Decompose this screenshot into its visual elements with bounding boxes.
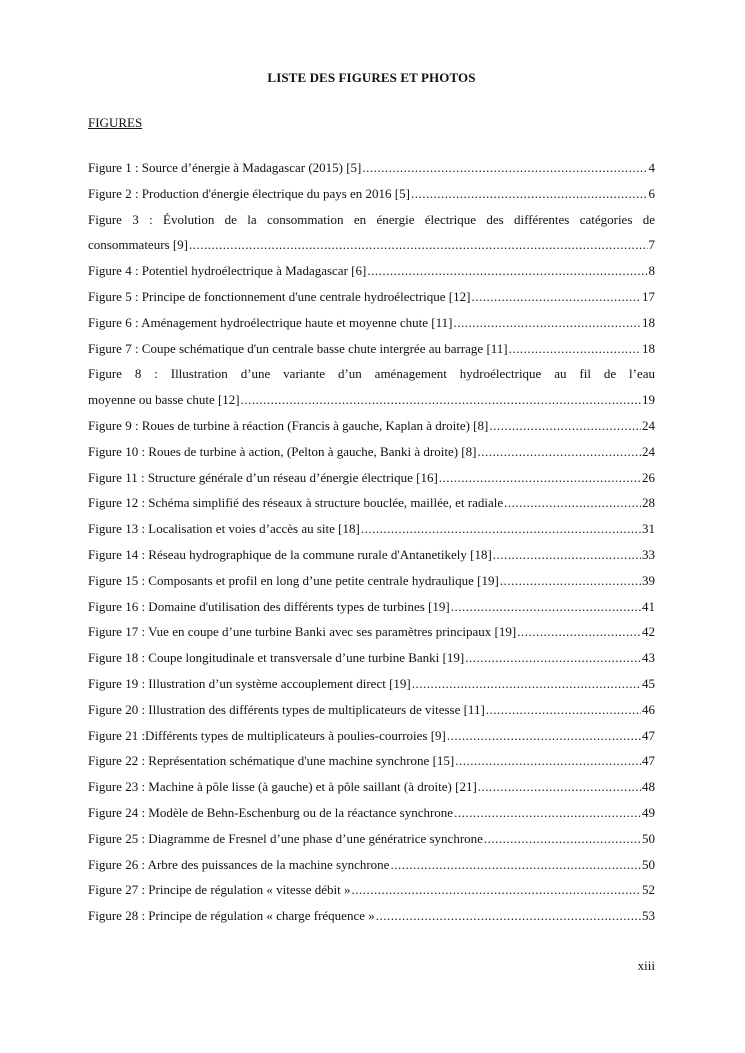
figure-entry-label: Figure 1 : Source d’énergie à Madagascar (2015) [5] [88, 160, 362, 175]
figure-entry-label: Figure 13 : Localisation et voies d’accès au site [18] [88, 521, 360, 537]
figure-entry-label: Figure 5 : Principe de fonctionnement d'une centrale hydroélectrique [12] [88, 288, 471, 304]
dot-leader [390, 852, 641, 878]
figure-entry-page: 46 [642, 701, 655, 717]
figure-entry-label: Figure 18 : Coupe longitudinale et transversale d’une turbine Banki [19] [88, 650, 465, 666]
figure-entry-page: 43 [642, 650, 655, 666]
dot-leader [351, 877, 641, 903]
figure-entry[interactable] [88, 852, 655, 878]
dot-leader [500, 568, 641, 594]
figure-entry-page: 31 [642, 521, 655, 537]
figure-entry-label: Figure 22 : Représentation schématique d'une machine synchrone [15] [88, 753, 455, 769]
figure-entry[interactable] [88, 490, 655, 516]
figure-entry-page: 52 [642, 882, 655, 898]
figure-entry-label: Figure 12 : Schéma simplifié des réseaux à structure bouclée, maillée, et radiale [88, 495, 504, 511]
page-number: xiii [637, 958, 655, 973]
figure-entry-label: Figure 23 : Machine à pôle lisse (à gauche) et à pôle saillant (à droite) [21] [88, 779, 477, 795]
figure-entry-page: 19 [642, 392, 655, 408]
figure-entry[interactable] [88, 723, 655, 749]
figure-entry-page: 24 [642, 417, 655, 433]
figure-entry-label: Figure 19 : Illustration d’un système accouplement direct [19] [88, 675, 411, 691]
page-title: LISTE DES FIGURES ET PHOTOS [267, 70, 476, 85]
figure-entry[interactable] [88, 439, 655, 465]
figure-entry[interactable] [88, 465, 655, 491]
figure-entry-label: Figure 7 : Coupe schématique d'un centrale basse chute intergrée au barrage [11] [88, 340, 508, 356]
figure-entry-page: 47 [642, 753, 655, 769]
figure-entry-page: 28 [642, 495, 655, 511]
figure-entry[interactable] [88, 181, 655, 207]
figure-entry-page: 4 [648, 160, 655, 175]
figure-entry[interactable] [88, 516, 655, 542]
figure-entry[interactable] [88, 826, 655, 852]
figure-entry-label: Figure 27 : Principe de régulation « vitesse débit » [88, 882, 351, 898]
figure-entry-page: 50 [642, 830, 655, 846]
figure-entry-label: Figure 16 : Domaine d'utilisation des différents types de turbines [19] [88, 598, 450, 614]
dot-leader [504, 490, 641, 516]
figure-entry-page: 49 [642, 804, 655, 820]
figure-entry-page: 50 [642, 856, 655, 872]
figure-entry-label: moyenne ou basse chute [12] [88, 392, 240, 408]
dot-leader [376, 903, 641, 929]
figure-entry[interactable] [88, 645, 655, 671]
figure-entry-page: 18 [642, 340, 655, 356]
figure-entry[interactable] [88, 594, 655, 620]
figure-entry-page: 39 [642, 572, 655, 588]
figure-entry-label: Figure 20 : Illustration des différents types de multiplicateurs de vitesse [11] [88, 701, 485, 717]
figure-entry-page: 41 [642, 598, 655, 614]
figure-entry-page: 6 [648, 185, 655, 201]
figure-entry-label: Figure 26 : Arbre des puissances de la machine synchrone [88, 856, 390, 872]
dot-leader [486, 697, 641, 723]
figure-entry-label: Figure 2 : Production d'énergie électrique du pays en 2016 [5] [88, 185, 410, 201]
figure-entry[interactable] [88, 258, 655, 284]
figure-entry[interactable] [88, 542, 655, 568]
dot-leader [477, 439, 641, 465]
figure-entry-label: Figure 21 :Différents types de multiplicateurs à poulies-courroies [9] [88, 727, 446, 743]
dot-leader [489, 413, 641, 439]
figure-entry[interactable] [88, 284, 655, 310]
figure-entry[interactable] [88, 619, 655, 645]
dot-leader [453, 310, 641, 336]
figure-entry-line: Figure 3 : Évolution de la consommation en énergie électrique des différentes catégories de [88, 211, 655, 227]
figure-entry-page: 18 [642, 314, 655, 330]
dot-leader [509, 336, 641, 362]
figure-entry-label: Figure 14 : Réseau hydrographique de la commune rurale d'Antanetikely [18] [88, 546, 492, 562]
figure-entry-page: 42 [642, 624, 655, 640]
figure-entry[interactable] [88, 232, 655, 258]
figure-entry-label: Figure 28 : Principe de régulation « charge fréquence » [88, 908, 375, 924]
figure-entry-page: 33 [642, 546, 655, 562]
dot-leader [478, 774, 641, 800]
figure-entry[interactable] [88, 748, 655, 774]
dot-leader [451, 594, 641, 620]
document-page [88, 0, 655, 1053]
figure-entry-page: 17 [642, 288, 655, 304]
figure-entry[interactable] [88, 697, 655, 723]
dot-leader [362, 155, 647, 181]
figure-entry-page: 53 [642, 908, 655, 924]
figure-entry-page: 47 [642, 727, 655, 743]
dot-leader [517, 619, 641, 645]
dot-leader [455, 748, 641, 774]
figure-entry[interactable] [88, 568, 655, 594]
figure-entry-label: Figure 6 : Aménagement hydroélectrique haute et moyenne chute [11] [88, 314, 453, 330]
figure-entry[interactable] [88, 413, 655, 439]
figure-entry-page: 8 [648, 263, 655, 279]
dot-leader [465, 645, 641, 671]
figure-entry-label: Figure 24 : Modèle de Behn-Eschenburg ou de la réactance synchrone [88, 804, 454, 820]
dot-leader [189, 232, 647, 258]
figure-entry[interactable] [88, 671, 655, 697]
figure-entry-label: Figure 4 : Potentiel hydroélectrique à Madagascar [6] [88, 263, 367, 279]
figure-entry-line: Figure 8 : Illustration d’une variante d’un aménagement hydroélectrique au fil de l’eau [88, 366, 655, 382]
figure-entry[interactable] [88, 903, 655, 929]
figure-entry-label: Figure 17 : Vue en coupe d’une turbine Banki avec ses paramètres principaux [19] [88, 624, 517, 640]
figure-entry-page: 24 [642, 443, 655, 459]
dot-leader [493, 542, 641, 568]
dot-leader [439, 465, 641, 491]
figure-entry[interactable] [88, 800, 655, 826]
figure-entry[interactable] [88, 877, 655, 903]
figure-entry-label: Figure 10 : Roues de turbine à action, (Pelton à gauche, Banki à droite) [8] [88, 443, 477, 459]
figure-entry-page: 26 [642, 469, 655, 485]
figure-entry-page: 45 [642, 675, 655, 691]
dot-leader [412, 671, 641, 697]
section-heading: FIGURES [88, 115, 143, 130]
figure-entry-label: Figure 9 : Roues de turbine à réaction (Francis à gauche, Kaplan à droite) [8] [88, 417, 489, 433]
figure-entry-page: 7 [648, 237, 655, 253]
figure-entry-label: Figure 15 : Composants et profil en long d’une petite centrale hydraulique [19] [88, 572, 499, 588]
dot-leader [411, 181, 648, 207]
dot-leader [454, 800, 641, 826]
figure-entry-label: Figure 11 : Structure générale d’un réseau d’énergie électrique [16] [88, 469, 438, 485]
dot-leader [471, 284, 641, 310]
dot-leader [447, 723, 641, 749]
figure-entry[interactable] [88, 336, 655, 362]
dot-leader [484, 826, 641, 852]
figure-entry-label: Figure 25 : Diagramme de Fresnel d’une phase d’une génératrice synchrone [88, 830, 483, 846]
dot-leader [367, 258, 647, 284]
figure-entry-label: consommateurs [9] [88, 237, 189, 253]
figure-entry[interactable] [88, 155, 655, 181]
figure-entry[interactable] [88, 774, 655, 800]
figure-entry-page: 48 [642, 779, 655, 795]
figure-list [88, 155, 655, 929]
dot-leader [241, 387, 641, 413]
figure-entry[interactable] [88, 387, 655, 413]
figure-entry[interactable] [88, 310, 655, 336]
dot-leader [361, 516, 641, 542]
